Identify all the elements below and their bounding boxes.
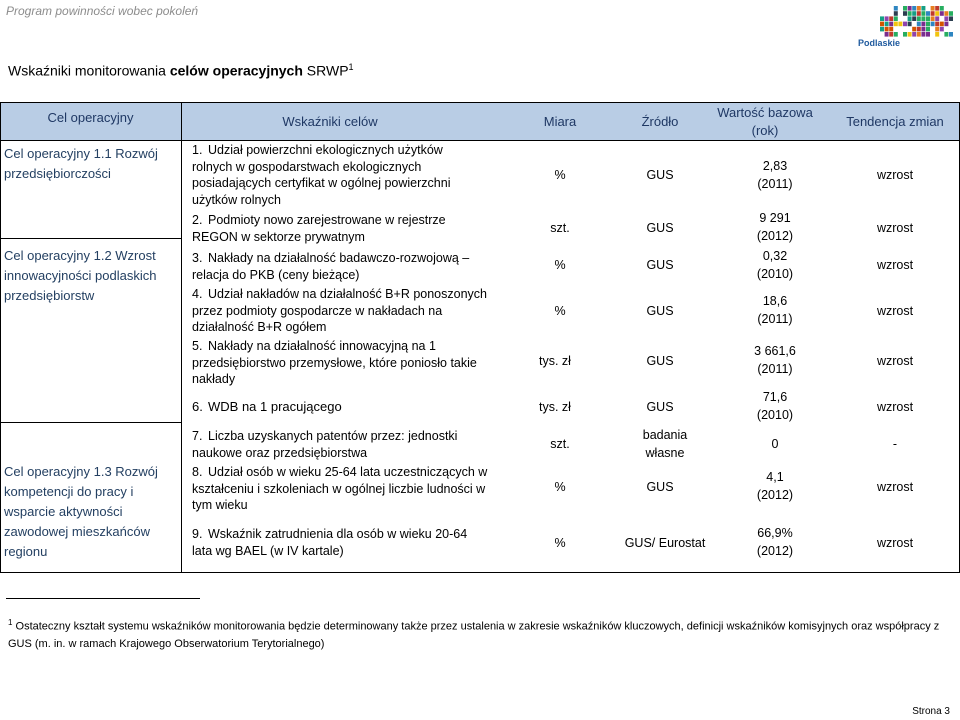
source-7: badania własne xyxy=(642,428,688,460)
measure-7: szt. xyxy=(550,437,570,451)
logo-tile xyxy=(903,11,907,16)
logo-tile xyxy=(935,6,939,11)
logo-tile xyxy=(912,27,916,32)
trend-1: wzrost xyxy=(876,168,914,182)
logo-tile xyxy=(940,22,944,27)
logo-tile xyxy=(926,32,930,37)
measure-2: szt. xyxy=(550,221,570,235)
value-7: 0 xyxy=(771,437,779,451)
measure-1: % xyxy=(554,168,566,182)
logo-tile xyxy=(931,11,935,16)
measure-5: tys. zł xyxy=(539,354,571,368)
logo-tile xyxy=(880,16,884,21)
trend-4: wzrost xyxy=(876,304,914,318)
indicator-4: 4. Udział nakładów na działalność B+R ponoszonych przez podmioty gospodarcze w nakładach na działalność B+R ogółem xyxy=(192,287,487,334)
rule xyxy=(181,102,182,572)
logo-tile xyxy=(885,22,889,27)
footnote: $^1$ Ostateczny kształt systemu wskaźników monitorowania będzie determinowany także przez ustalenia w zakresie wskaźników kluczowych, definicji wskaźników komisyjnych oraz współpracy z GUS (m. in. w ramach Krajowego Obserwatorium Terytorialnego) xyxy=(8,618,940,650)
value-2: 9 291 (2012) xyxy=(756,211,794,243)
goal-1-3: Cel operacyjny 1.3 Rozwój kompetencji do pracy i wsparcie aktywności zawodowej mieszkańców regionu xyxy=(4,464,158,559)
indicator-5: 5. Nakłady na działalność innowacyjną na 1 przedsiębiorstwo przemysłowe, które poniosło takie nakłady xyxy=(192,339,477,386)
logo-tile xyxy=(944,11,948,16)
measure-3: % xyxy=(554,258,566,272)
measure-4: % xyxy=(554,304,566,318)
value-1: 2,83 (2011) xyxy=(757,159,793,191)
logo-tile xyxy=(908,16,912,21)
value-3: 0,32 (2010) xyxy=(756,249,794,281)
logo-tile xyxy=(889,32,893,37)
logo-tile xyxy=(931,22,935,27)
rule xyxy=(0,238,181,239)
source-8: GUS xyxy=(646,480,674,494)
header-goal: Cel operacyjny xyxy=(47,110,134,125)
indicator-1: 1. Udział powierzchni ekologicznych użytków rolnych w gospodarstwach ekologicznych posiadających certyfikat w ogólnej powierzchni użytków rolnych xyxy=(192,143,451,207)
logo-tile xyxy=(935,27,939,32)
logo-tile xyxy=(917,11,921,16)
source-3: GUS xyxy=(646,258,674,272)
logo-tile xyxy=(926,11,930,16)
source-2: GUS xyxy=(646,221,674,235)
value-4: 18,6 (2011) xyxy=(757,294,793,326)
logo-tile xyxy=(949,16,953,21)
logo-tile xyxy=(944,16,948,21)
logo-tile xyxy=(885,27,889,32)
value-9: 66,9% (2012) xyxy=(756,526,794,558)
rule xyxy=(0,102,1,572)
rule xyxy=(0,140,960,141)
header-source: Źródło xyxy=(641,114,679,129)
logo-tile xyxy=(912,11,916,16)
logo-tile xyxy=(935,16,939,21)
logo-tile xyxy=(885,16,889,21)
logo-tile xyxy=(894,16,898,21)
logo-tile xyxy=(949,32,953,37)
measure-6: tys. zł xyxy=(539,400,571,414)
measure-8: % xyxy=(554,480,566,494)
logo-tile xyxy=(912,32,916,37)
logo-tile xyxy=(940,27,944,32)
document-title: Wskaźniki monitorowania celów operacyjnych SRWP$^1$ xyxy=(8,62,354,79)
logo-tile xyxy=(926,22,930,27)
logo-tile xyxy=(894,6,898,11)
logo-tile xyxy=(889,16,893,21)
source-5: GUS xyxy=(646,354,674,368)
logo-tile xyxy=(921,27,925,32)
rule xyxy=(0,422,181,423)
header-measure: Miara xyxy=(543,114,577,129)
logo-tile xyxy=(940,11,944,16)
trend-7: - xyxy=(892,437,898,451)
logo-tile xyxy=(908,6,912,11)
logo-tile xyxy=(940,6,944,11)
value-8: 4,1 (2012) xyxy=(756,470,794,502)
logo-tile xyxy=(889,22,893,27)
trend-6: wzrost xyxy=(876,400,914,414)
logo-tile xyxy=(926,27,930,32)
trend-8: wzrost xyxy=(876,480,914,494)
logo-tile xyxy=(912,6,916,11)
indicator-9: 9. Wskaźnik zatrudnienia dla osób w wieku 20-64 lata wg BAEL (w IV kartale) xyxy=(192,527,468,558)
logo-tile xyxy=(935,22,939,27)
logo-tile xyxy=(917,27,921,32)
page-number: Strona 3 xyxy=(912,706,950,717)
indicator-6: 6. WDB na 1 pracującego xyxy=(192,399,342,414)
logo-tile xyxy=(921,16,925,21)
logo-tile xyxy=(935,32,939,37)
logo-tile xyxy=(917,22,921,27)
logo-tile xyxy=(917,32,921,37)
logo-tile xyxy=(935,11,939,16)
header-base-value: Wartość bazowa (rok) xyxy=(717,105,813,138)
logo-tile xyxy=(908,22,912,27)
source-4: GUS xyxy=(646,304,674,318)
rule xyxy=(0,102,960,103)
logo-tile xyxy=(921,11,925,16)
trend-5: wzrost xyxy=(876,354,914,368)
logo-tile xyxy=(880,27,884,32)
logo-tile xyxy=(944,22,948,27)
trend-3: wzrost xyxy=(876,258,914,272)
indicator-2: 2. Podmioty nowo zarejestrowane w rejestrze REGON w sektorze prywatnym xyxy=(192,213,446,244)
header-trend: Tendencja zmian xyxy=(846,114,944,129)
footnote-separator xyxy=(6,598,200,599)
podlaskie-logo xyxy=(858,4,954,56)
logo-tile xyxy=(885,32,889,37)
indicator-3: 3. Nakłady na działalność badawczo-rozwojową – relacja do PKB (ceny bieżące) xyxy=(192,251,470,282)
logo-tile xyxy=(894,32,898,37)
goal-1-2: Cel operacyjny 1.2 Wzrost innowacyjności podlaskich przedsiębiorstw xyxy=(4,248,157,303)
header-indicators: Wskaźniki celów xyxy=(282,114,378,129)
indicator-7: 7. Liczba uzyskanych patentów przez: jednostki naukowe oraz przedsiębiorstwa xyxy=(192,429,458,460)
trend-2: wzrost xyxy=(876,221,914,235)
logo-tile xyxy=(908,11,912,16)
logo-tile xyxy=(921,32,925,37)
logo-tile xyxy=(921,6,925,11)
source-6: GUS xyxy=(646,400,674,414)
logo-tile xyxy=(944,32,948,37)
source-1: GUS xyxy=(646,168,674,182)
rule xyxy=(0,572,960,573)
logo-tile xyxy=(898,22,902,27)
logo-tile xyxy=(880,22,884,27)
logo-tile xyxy=(926,16,930,21)
source-9: GUS/ Eurostat xyxy=(624,536,706,550)
value-6: 71,6 (2010) xyxy=(756,390,794,422)
logo-tile xyxy=(931,6,935,11)
logo-tile xyxy=(931,16,935,21)
indicator-8: 8. Udział osób w wieku 25-64 lata uczestniczących w kształceniu i szkoleniach w ogólnej liczbie ludności w tym wieku xyxy=(192,465,488,512)
logo-tile xyxy=(921,22,925,27)
trend-9: wzrost xyxy=(876,536,914,550)
logo-tile xyxy=(912,16,916,21)
logo-tile xyxy=(903,6,907,11)
logo-tile xyxy=(903,22,907,27)
logo-tile xyxy=(894,22,898,27)
logo-tile xyxy=(908,32,912,37)
logo-tile xyxy=(917,16,921,21)
measure-9: % xyxy=(554,536,566,550)
goal-1-1: Cel operacyjny 1.1 Rozwój przedsiębiorczości xyxy=(4,146,158,181)
logo-tile xyxy=(949,11,953,16)
logo-tile xyxy=(917,6,921,11)
running-header: Program powinności wobec pokoleń xyxy=(6,4,199,18)
indicators-table xyxy=(0,102,960,572)
logo-text: Podlaskie xyxy=(858,38,901,48)
logo-tile xyxy=(903,32,907,37)
logo-tile xyxy=(889,27,893,32)
value-5: 3 661,6 (2011) xyxy=(754,344,796,376)
logo-tile xyxy=(894,11,898,16)
